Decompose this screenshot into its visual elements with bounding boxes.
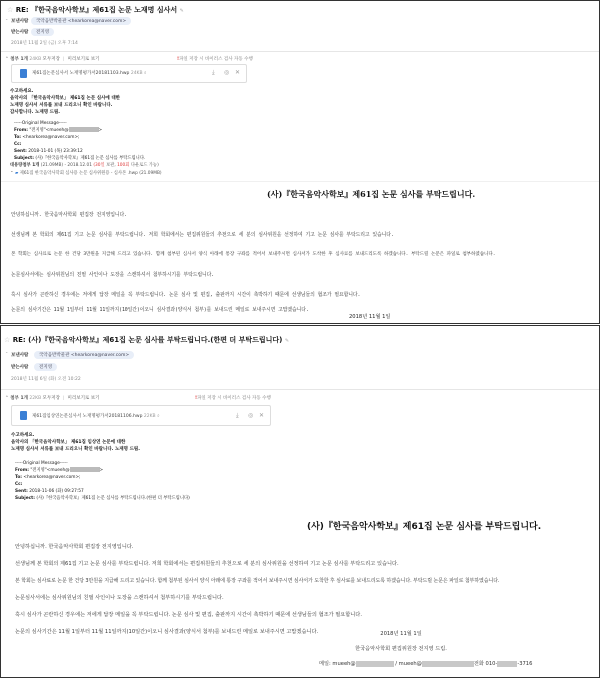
sign-name: 한국음악사학회 편집위원장 전지영 드림. [355, 646, 447, 652]
search-icon[interactable]: ⌕ [144, 71, 147, 76]
attachment-bar: ⌃ 첨부 1개 22KB 모두저장 | 미리보기로 보기 [5, 396, 100, 401]
star-icon[interactable]: ☆ [7, 6, 14, 14]
email-view-1 [0, 0, 600, 324]
redacted-block [356, 661, 394, 667]
warning-icon: ! [195, 396, 198, 401]
preview-link[interactable]: 미리보기로 보기 [67, 396, 100, 401]
sign-contact: 메일: mueeh@ / mueeh@ 전화 010- -3716 [319, 661, 533, 667]
preview-link[interactable]: 미리보기로 보기 [67, 57, 100, 62]
body-paragraph: 혹시 심사가 곤란하신 경우에는 저에게 답장 메일을 꼭 부탁드립니다. 논문 심사 및 편집, 출판까지 시간이 촉박하기 때문에 선생님들의 협조가 필요합니다. [15, 612, 362, 618]
body-heading: (사)『한국음악사학보』제61집 논문 심사를 부탁드립니다. [307, 522, 542, 532]
body-paragraph: 논문심사서에는 심사위원님의 친필 사인이나 도장을 스캔하셔서 첨부하시기를 부탁드립니다. [11, 272, 215, 278]
virus-scan-note: !파일 저장 시 바이러스 검사 자동 수행 [195, 396, 271, 401]
body-paragraph: 선생님께 본 학회의 제61집 기고 논문 심사를 부탁드립니다. 저희 학회에서는 편집위원들의 추천으로 세 분의 심사위원을 선정하여 기고 논문 심사를 부탁드리고 있습니다. [15, 561, 399, 567]
download-icon[interactable]: ⤓ [212, 69, 215, 76]
body-paragraph: 논문심사서에는 심사위원님의 친필 사인이나 도장을 스캔하셔서 첨부하시기를 부탁드립니다. [15, 595, 224, 601]
reply-body: 수고하세요. 음악사의 「한국음악사학보」 제61집 논문 심사에 대한 노재명 심사서 서류를 보내 드리오니 확인 바랍니다. 감사합니다. 노재명 드림. [10, 89, 121, 115]
warning-icon: ! [177, 57, 180, 62]
body-heading: (사)『한국음악사학보』제61집 논문 심사를 부탁드립니다. [267, 189, 476, 199]
body-paragraph: 논문의 심사기간은 11월 1일부터 11월 11일까지(10일간)이오니 심사결과(양식서 첨부)를 보내드린 메일로 보내주시면 고맙겠습니다. [15, 629, 319, 635]
sender-chip[interactable]: 국악음반박물관 <hearkorea@naver.com> [34, 351, 134, 359]
collapse-icon[interactable]: ⌃ [5, 57, 9, 62]
to-label: 받는사람 [11, 30, 29, 35]
save-all-link[interactable]: 모두저장 [42, 396, 60, 401]
close-icon[interactable]: ✕ [235, 69, 241, 76]
original-message: -----Original Message----- From: "전지영"<mueeh@ > To: <hearkorea@naver.com>; Cc: Sent: 2018-11-01 (목) 23:39:12 Subject: (사)『한국음악사학보』제61집 논문 심사를 부탁드립니다. [14, 121, 146, 161]
email-date: 2018년 11월 6일 (화) 오전 10:22 [11, 377, 81, 382]
edit-icon[interactable]: ✎ [284, 338, 290, 344]
recipient-chip[interactable]: 전지영 [34, 363, 57, 371]
hwp-file-icon [20, 69, 27, 78]
to-label: 받는사람 [11, 365, 29, 370]
body-paragraph: 안녕하십니까. 한국음악사학회 편집장 전지영입니다. [15, 544, 134, 550]
body-paragraph: 혹시 심사가 곤란하신 경우에는 저에게 답장 메일을 꼭 부탁드립니다. 논문 심사 및 편집, 출판까지 시간이 촉박하기 때문에 선생님들의 협조가 필요합니다. [11, 292, 361, 298]
collapse-icon[interactable]: ⌃ [5, 18, 9, 23]
edit-icon[interactable]: ✎ [179, 8, 184, 14]
star-icon[interactable]: ☆ [4, 336, 11, 344]
hwp-file-icon [20, 411, 27, 420]
email-subject: ☆ RE: (사)『한국음악사학보』제61집 논문 심사를 부탁드립니다.(한편 더 부탁드립니다) ✎ [4, 336, 290, 344]
close-icon[interactable]: ✕ [259, 412, 265, 419]
email-view-2 [0, 325, 600, 678]
view-icon[interactable]: ◎ [224, 69, 230, 76]
virus-scan-note: !파일 저장 시 바이러스 검사 자동 수행 [177, 57, 253, 62]
body-paragraph: 논문의 심사기간은 11월 1일부터 11월 11일까지(10일간)이오니 심사결과(양식서 첨부)를 보내드린 메일로 보내주시면 고맙겠습니다. [11, 307, 309, 313]
sign-date: 2018년 11월 1일 [380, 631, 422, 637]
attachment-item[interactable]: 제61집임상연논문심사서 노재명평가서20181106.hwp 22KB ⌕ ⤓ ◎ ✕ [11, 405, 271, 426]
email-subject: ☆ RE: 『한국음악사학보』제61집 논문 노재명 심사서 ✎ [7, 6, 184, 14]
body-paragraph: 안녕하십니까. 한국음악사학회 편집장 전지영입니다. [11, 212, 127, 218]
attachment-item[interactable]: 제61집논문심사서 노재명평가서20181103.hwp 24KB ⌕ ⤓ ◎ ✕ [11, 64, 247, 83]
bulk-attachment-item[interactable]: ⌃ ▰ 제61집 한국음악사학회 심사용 논문 심사위원용 - 심사본 .hwp (21.09MB) [10, 171, 162, 176]
redacted-block [497, 661, 517, 667]
attachment-bar: ⌃ 첨부 1개 24KB 모두저장 | 미리보기로 보기 [5, 57, 100, 62]
collapse-icon[interactable]: ⌃ [10, 171, 14, 176]
body-paragraph: 본 학회는 심사료로 논문 한 건당 3만원을 지급해 드리고 있습니다. 함께 첨부된 심사서 양식 아래에 통장 구좌를 적어서 보내주시면 심사서가 도착한 후 심사료를 보내드리도록 하겠습니다. 부탁드릴 논문은 파일로 첨부하였습니다. [15, 578, 500, 584]
sign-date: 2018년 11월 1일 [349, 314, 391, 320]
view-icon[interactable]: ◎ [248, 412, 254, 419]
sender-chip[interactable]: 국악음반박물관 <hearkorea@naver.com> [31, 17, 131, 25]
body-paragraph: 선생님께 본 학회의 제61집 기고 논문 심사를 부탁드립니다. 저희 학회에서는 편집위원들의 추천으로 세 분의 심사위원을 선정하여 기고 논문 심사를 부탁드리고 있습니다. [11, 232, 394, 238]
recipient-chip[interactable]: 전지영 [31, 28, 54, 36]
download-icon[interactable]: ⤓ [236, 412, 239, 419]
search-icon[interactable]: ⌕ [157, 414, 160, 419]
collapse-icon[interactable]: ⌃ [5, 396, 9, 401]
redacted-block [69, 127, 99, 132]
email-date: 2018년 11월 2일 (금) 오후 7:14 [11, 41, 78, 46]
from-label: 보낸사람 [11, 19, 29, 24]
from-label: 보낸사람 [11, 353, 29, 358]
body-paragraph: 본 학회는 심사료로 논문 한 건당 3만원을 지급해 드리고 있습니다. 함께 첨부된 심사서 양식 아래에 통장 구좌를 적어서 보내주시면 심사서가 도착한 후 심사료를 보내드리도록 하겠습니다. 부탁드릴 논문은 파일로 첨부하였습니다. [11, 252, 496, 257]
redacted-block [70, 467, 100, 472]
original-message: -----Original Message----- From: "전지영"<mueeh@ > To: <hearkorea@naver.com>; Cc: Sent: 2018-11-06 (화) 09:27:57 Subject: (사)『한국음악사학보』제61집 논문 심사를 부탁드립니다.(한편 더 부탁드립니다) [15, 461, 190, 501]
save-all-link[interactable]: 모두저장 [42, 57, 60, 62]
reply-body: 수고하세요. 음악사의 「한국음악사학보」 제61집 임상연 논문에 대한 노재명 심사서 서류를 보내 드리오니 확인 바랍니다. 노재명 드림. [11, 433, 140, 452]
collapse-icon[interactable]: ⌃ [5, 351, 9, 356]
redacted-block [422, 661, 474, 667]
folder-icon: ▰ [14, 171, 19, 176]
bulk-attachment-bar: 대용량첨부 1개 (21.09MB) - 2018.12.01 (30일 보관, 100회 다운로드 가능) [10, 163, 159, 168]
